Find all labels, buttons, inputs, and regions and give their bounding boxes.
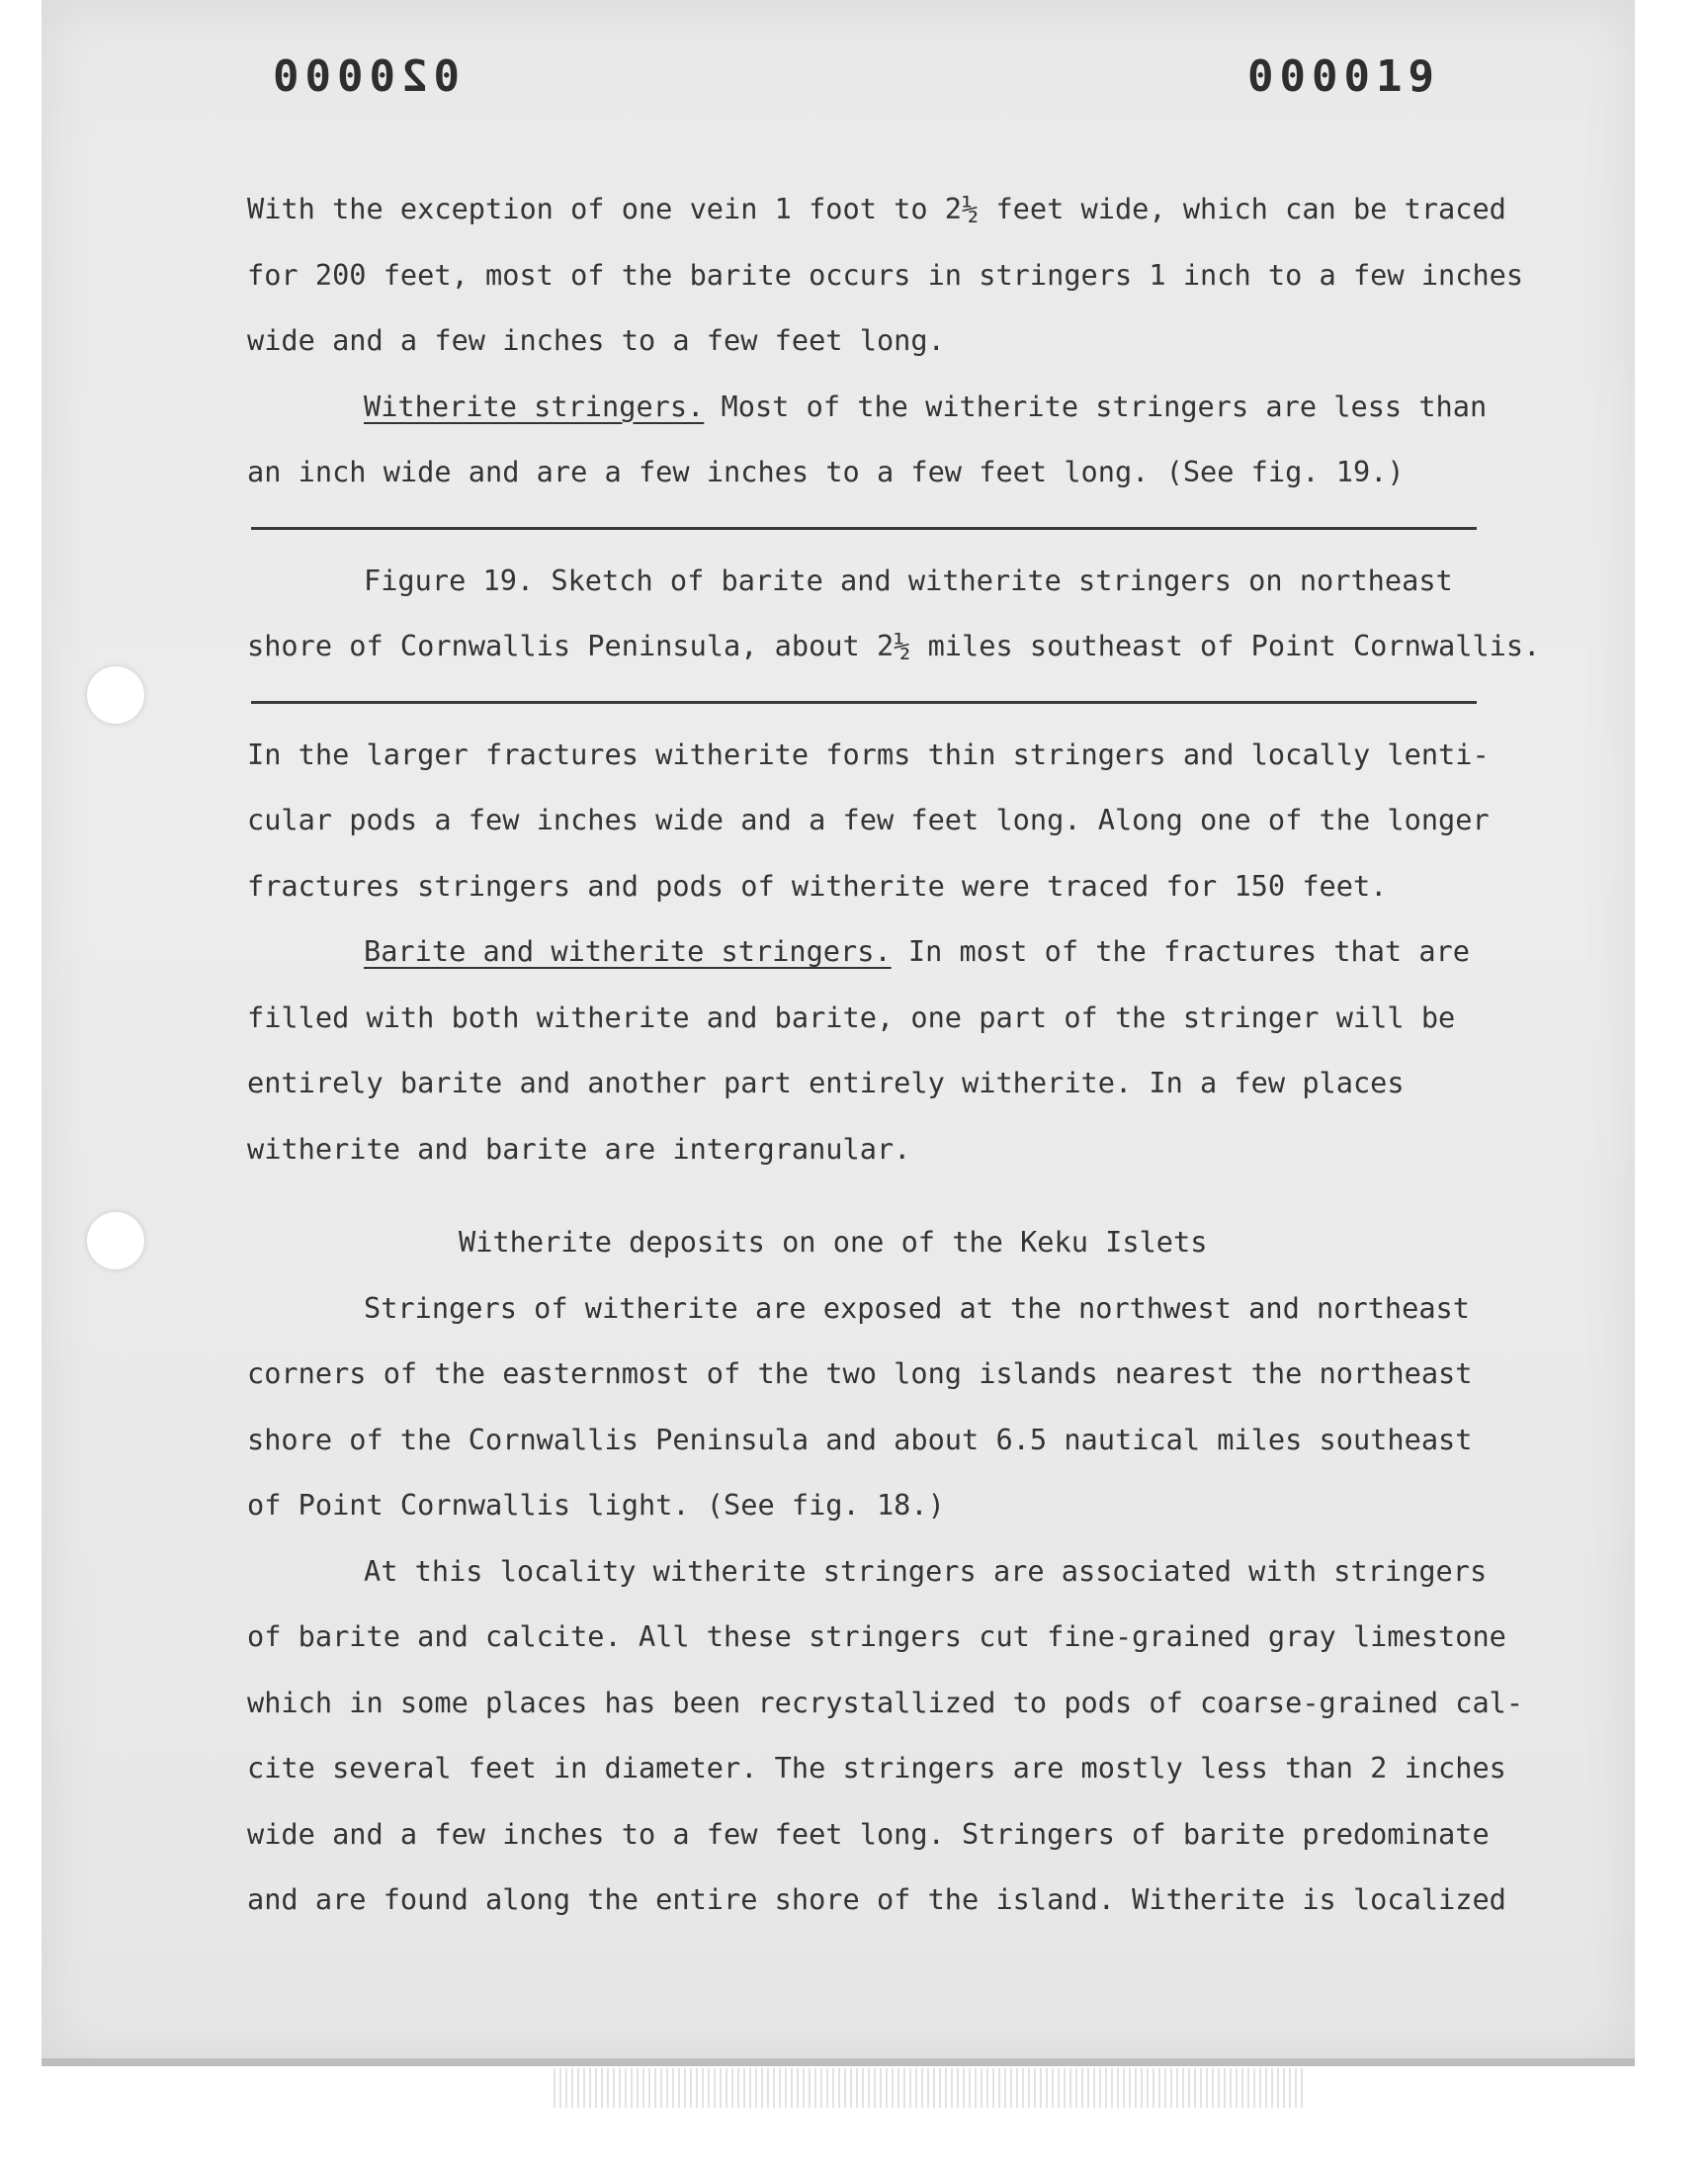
text-line: for 200 feet, most of the barite occurs in stringers 1 inch to a few inches [247,257,1524,292]
text-line: witherite and barite are intergranular. [247,1131,911,1166]
text-line: Stringers of witherite are exposed at the northwest and northeast [364,1290,1470,1325]
punch-hole-bottom [87,1212,144,1269]
figure-rule-bottom [251,701,1477,704]
sheet-bottom-edge [42,2058,1635,2066]
text-line: of Point Cornwallis light. (See fig. 18.) [247,1488,945,1522]
text-line: In most of the fractures that are [907,934,1470,968]
text-line: an inch wide and are a few inches to a few feet long. (See fig. 19.) [247,455,1405,488]
figure-caption-line: shore of Cornwallis Peninsula, about 2½ miles southeast of Point Cornwallis. [247,629,1541,662]
page-stamp-right: 000019 [1247,51,1440,102]
text-line: fractures stringers and pods of witherite were traced for 150 feet. [247,868,1388,903]
text-line: and are found along the entire shore of the island. Witherite is localized [247,1882,1506,1916]
text-line: corners of the easternmost of the two long islands nearest the northeast [247,1356,1473,1390]
scan-artifact [554,2068,1305,2108]
text-line: cite several feet in diameter. The stringers are mostly less than 2 inches [247,1751,1506,1784]
text-line: wide and a few inches to a few feet long. [247,323,945,357]
text-line: In the larger fractures witherite forms thin stringers and locally lenti- [247,737,1490,771]
punch-hole-top [87,666,144,724]
subheading-witherite-stringers: Witherite stringers. [364,389,705,423]
text-line: entirely barite and another part entirely witherite. In a few places [247,1066,1405,1099]
section-heading: Witherite deposits on one of the Keku Islets [459,1225,1208,1259]
figure-rule-top [251,527,1477,530]
text-line: cular pods a few inches wide and a few feet long. Along one of the longer [247,803,1490,836]
paragraph-witherite-stringers [247,374,1502,440]
text-line: of barite and calcite. All these stringers cut fine-grained gray limestone [247,1619,1506,1653]
figure-caption-line: Figure 19. Sketch of barite and witherite stringers on northeast [364,563,1453,597]
text-line: wide and a few inches to a few feet long. Stringers of barite predominate [247,1816,1490,1851]
text-line: shore of the Cornwallis Peninsula and about 6.5 nautical miles southeast [247,1422,1473,1456]
paragraph-barite-witherite [247,918,1502,985]
text-line: Most of the witherite stringers are less than [721,389,1488,423]
text-line: At this locality witherite stringers are associated with stringers [364,1553,1488,1588]
text-line: filled with both witherite and barite, one part of the stringer will be [247,1000,1456,1034]
page-stamp-left: 020000 [267,51,460,102]
subheading-barite-witherite: Barite and witherite stringers. [364,934,892,968]
document-body [247,176,1541,1933]
text-line: With the exception of one vein 1 foot to 2½ feet wide, which can be traced [247,192,1506,225]
text-line: which in some places has been recrystallized to pods of coarse-grained cal- [247,1685,1524,1719]
